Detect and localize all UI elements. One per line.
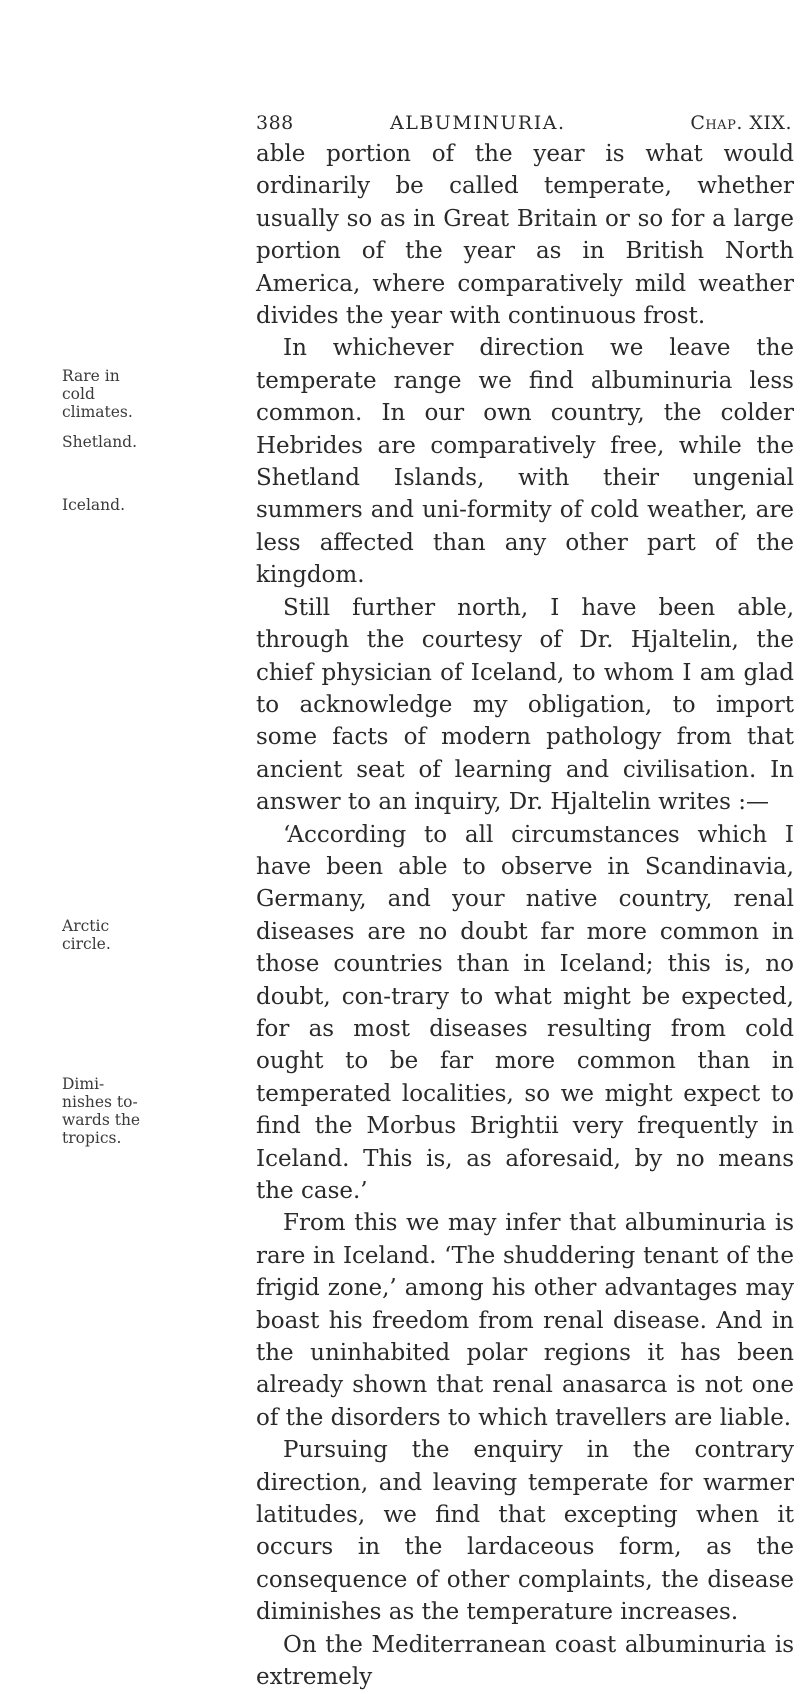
running-title: ALBUMINURIA. <box>390 112 566 134</box>
paragraph: ‘According to all circumstances which I have been able to observe in Scandinavia, Germany, and your native country, renal diseases are no doubt far more common in those countries than in Iceland; this is, no doubt, con-trary to what might be expected, for as most diseases resulting from cold ought to be far more common than in temperated localities, so we might expect to find the Morbus Brightii very frequently in Iceland. This is, as aforesaid, by no means the case.’ <box>256 821 794 1204</box>
margin-note-shetland: Shetland. <box>62 433 138 451</box>
margin-note-diminishes-towards-tropics: Dimi-nishes to-wards the tropics. <box>62 1075 141 1147</box>
chapter-label: Chap. XIX. <box>690 112 792 134</box>
margin-note-arctic-circle: Arctic circle. <box>62 917 111 953</box>
paragraph: From this we may infer that albuminuria is rare in Iceland. ‘The shuddering tenant of the frigid zone,’ among his other advantages may boast his freedom from renal disease. And in the uninhabited polar regions it has been already shown that renal anasarca is not one of the disorders to which travellers are liable. <box>256 1210 794 1431</box>
running-header <box>256 112 792 138</box>
margin-note-rare-in-cold-climates: Rare in cold climates. <box>62 367 133 421</box>
paragraph: Pursuing the enquiry in the contrary direction, and leaving temperate for warmer latitudes, we find that excepting when it occurs in the lardaceous form, as the consequence of other complaints, the disease diminishes as the temperature increases. <box>256 1437 794 1626</box>
margin-note-iceland: Iceland. <box>62 496 126 514</box>
paragraph: On the Mediterranean coast albuminuria is extremely <box>256 1631 794 1691</box>
body-text <box>256 138 794 1694</box>
paragraph: Still further north, I have been able, through the courtesy of Dr. Hjaltelin, the chief physician of Iceland, to whom I am glad to acknowledge my obligation, to import some facts of modern pathology from that ancient seat of learning and civilisation. In answer to an inquiry, Dr. Hjaltelin writes :— <box>256 594 794 816</box>
page-number: 388 <box>256 112 294 134</box>
paragraph: In whichever direction we leave the temperate range we find albuminuria less common. In our own country, the colder Hebrides are comparatively free, while the Shetland Islands, with their ungenial summers and uni-formity of cold weather, are less affected than any other part of the kingdom. <box>256 335 794 589</box>
paragraph: able portion of the year is what would ordinarily be called temperate, whether usually so as in Great Britain or so for a large portion of the year as in British North America, where comparatively mild weather divides the year with continuous frost. <box>256 141 794 330</box>
